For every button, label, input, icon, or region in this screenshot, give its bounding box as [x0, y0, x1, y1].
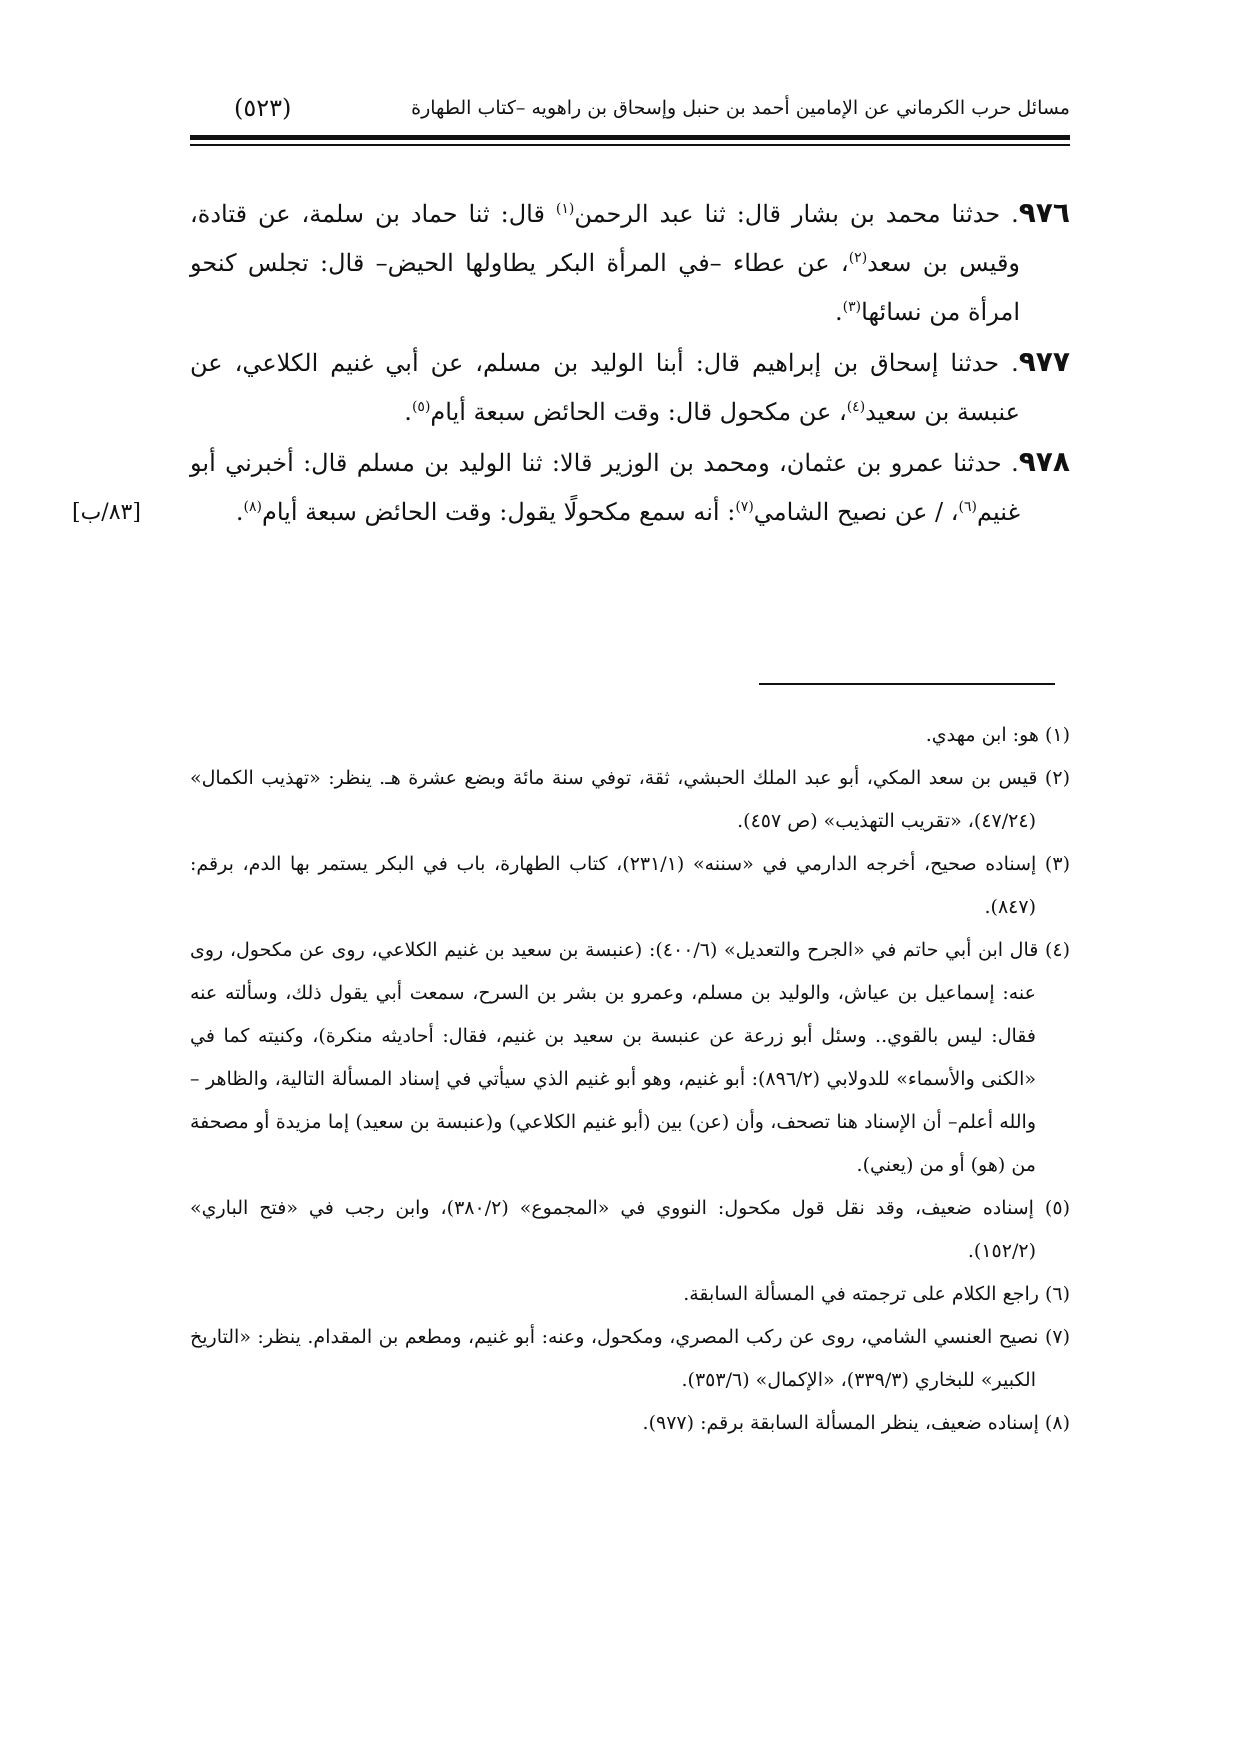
footnote-marker: (١) — [555, 201, 575, 217]
footnote-marker: (٨) — [243, 499, 262, 515]
entry-text: : أنه سمع مكحولًا يقول: وقت الحائض سبعة أيام — [261, 498, 736, 526]
header-rule-thick — [190, 135, 1070, 140]
footnote-marker: (٥) — [411, 399, 431, 415]
header-title: مسائل حرب الكرماني عن الإمامين أحمد بن حنبل وإسحاق بن راهويه –كتاب الطهارة — [411, 97, 1070, 119]
entry-text: قال: ثنا حماد بن سلمة، عن قتادة، وقيس بن سعد — [190, 200, 1021, 277]
header-rule-thin — [190, 144, 1070, 146]
entry-text: . حدثنا عمرو بن عثمان، ومحمد بن الوزير قالا: ثنا الوليد بن مسلم قال: أخبرني أبو غنيم — [190, 449, 1020, 526]
footnote-marker: (٤) — [846, 399, 866, 415]
page-number: (٥٢٣) — [234, 94, 292, 122]
footnote-7: (٧) نصيح العنسي الشامي، روى عن ركب المصري، ومكحول، وعنه: أبو غنيم، ومطعم بن المقدام. ينظر: «التاريخ الكبير» للبخاري (٣٣٩/٣)، «الإكمال» (٣٥٣/٦). — [190, 1326, 1070, 1391]
footnote-4: (٤) قال ابن أبي حاتم في «الجرح والتعديل» (٤٠٠/٦): (عنبسة بن سعيد بن غنيم الكلاعي، روى عن مكحول، روى عنه: إسماعيل بن عياش، والوليد بن مسلم، وعمرو بن بشر بن السرح، سمعت أبي يقول ذلك، وسألته عنه فقال: ليس بالقوي.. وسئل أبو زرعة عن عنبسة بن سعيد بن غنيم، فقال: أحاديثه منكرة)، وكنيته كما في «الكنى والأسماء» للدولابي (٨٩٦/٢): أبو غنيم، وهو أبو غنيم الذي سيأتي في إسناد المسألة التالية، والظاهر –والله أعلم– أن الإسناد هنا تصحف، وأن (عن) بين (أبو غنيم الكلاعي) و(عنبسة بن سعيد) إما مزيدة أو مصحفة من (هو) أو من (يعني). — [190, 939, 1070, 1176]
entry-number: ٩٧٦ — [1018, 196, 1070, 229]
main-text — [190, 188, 1070, 537]
footnote-marker: (٢) — [848, 250, 868, 266]
footnote-marker: (٦) — [958, 499, 977, 515]
entry-text: ، عن عطاء –في المرأة البكر يطاولها الحيض– قال: تجلس كنحو امرأة من نسائها — [190, 249, 1020, 326]
footnote-6: (٦) راجع الكلام على ترجمته في المسألة السابقة. — [683, 1283, 1070, 1305]
entry-text: ، / عن نصيح الشامي — [753, 498, 959, 526]
running-header — [190, 88, 1070, 128]
entry-text: . حدثنا محمد بن بشار قال: ثنا عبد الرحمن — [574, 200, 1019, 228]
footnote-8: (٨) إسناده ضعيف، ينظر المسألة السابقة برقم: (٩٧٧). — [642, 1412, 1070, 1434]
entry-text: ، عن مكحول قال: وقت الحائض سبعة أيام — [430, 398, 847, 426]
footnote-5: (٥) إسناده ضعيف، وقد نقل قول مكحول: النووي في «المجموع» (٣٨٠/٢)، وابن رجب في «فتح الباري» (١٥٢/٢). — [190, 1197, 1070, 1262]
margin-folio-reference: [٨٣/ب] — [72, 500, 141, 525]
entry-976 — [190, 188, 1070, 337]
footnotes — [190, 714, 1070, 1445]
footnote-marker: (٧) — [735, 499, 754, 515]
footnote-2: (٢) قيس بن سعد المكي، أبو عبد الملك الحبشي، ثقة، توفي سنة مائة وبضع عشرة هـ. ينظر: «تهذيب الكمال» (٤٧/٢٤)، «تقريب التهذيب» (ص ٤٥٧). — [190, 767, 1070, 832]
footnote-separator — [759, 683, 1055, 685]
footnote-3: (٣) إسناده صحيح، أخرجه الدارمي في «سننه» (٢٣١/١)، كتاب الطهارة، باب في البكر يستمر بها الدم، برقم: (٨٤٧). — [190, 853, 1070, 918]
footnote-1: (١) هو: ابن مهدي. — [925, 724, 1070, 746]
entry-number: ٩٧٧ — [1018, 345, 1070, 378]
entry-text: . حدثنا إسحاق بن إبراهيم قال: أبنا الوليد بن مسلم، عن أبي غنيم الكلاعي، عن عنبسة بن سعيد — [190, 349, 1020, 426]
entry-977 — [190, 337, 1070, 437]
footnote-marker: (٣) — [842, 299, 862, 315]
entry-text: . — [835, 298, 843, 326]
entry-number: ٩٧٨ — [1018, 445, 1070, 478]
entry-text: . — [404, 398, 412, 426]
entry-978 — [190, 437, 1070, 537]
entry-text: . — [235, 498, 244, 526]
